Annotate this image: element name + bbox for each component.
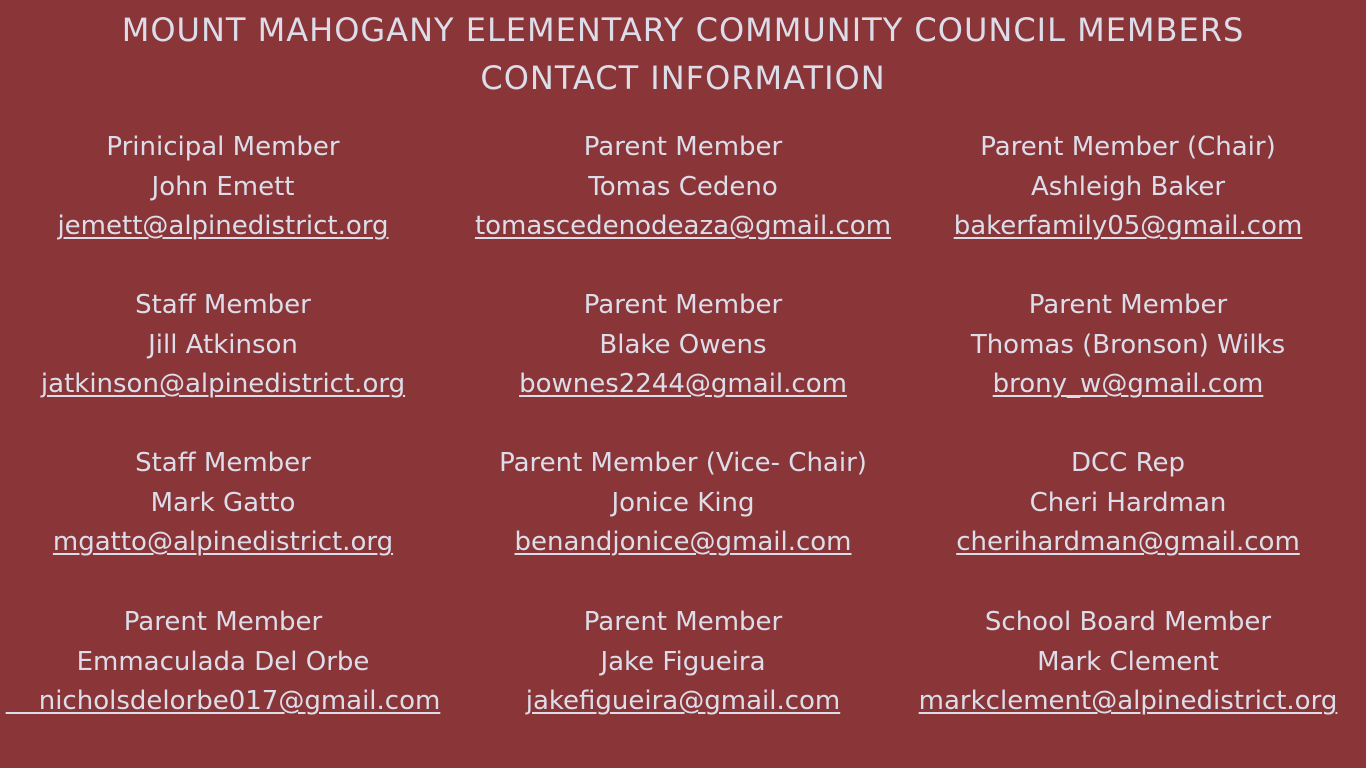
member-name: Ashleigh Baker bbox=[1030, 171, 1226, 202]
member-name: Jake Figueira bbox=[600, 646, 766, 677]
member-role: Parent Member bbox=[583, 290, 783, 320]
member-card bbox=[466, 128, 900, 247]
member-card bbox=[0, 603, 446, 722]
member-card bbox=[908, 128, 1348, 247]
member-email-link[interactable]: jakefigueira@gmail.com bbox=[525, 686, 841, 716]
member-role: School Board Member bbox=[984, 607, 1272, 637]
member-name: Mark Clement bbox=[1037, 646, 1219, 677]
member-email-link[interactable]: cherihardman@gmail.com bbox=[956, 527, 1300, 557]
member-role: DCC Rep bbox=[1071, 448, 1185, 478]
member-role: Prinicipal Member bbox=[106, 132, 340, 162]
member-role: Parent Member (Chair) bbox=[980, 132, 1276, 162]
member-role: Parent Member bbox=[583, 607, 783, 637]
member-role: Parent Member bbox=[123, 607, 323, 637]
member-card bbox=[908, 603, 1348, 722]
page-title-line-2: CONTACT INFORMATION bbox=[480, 59, 886, 97]
member-name: John Emett bbox=[151, 171, 295, 202]
member-name: Tomas Cedeno bbox=[588, 171, 778, 202]
member-email-link[interactable]: mgatto@alpinedistrict.org bbox=[52, 527, 394, 557]
member-email-link[interactable]: bownes2244@gmail.com bbox=[519, 369, 847, 399]
member-role: Parent Member (Vice- Chair) bbox=[499, 448, 867, 478]
member-email-link[interactable]: tomascedenodeaza@gmail.com bbox=[474, 211, 892, 241]
member-card bbox=[466, 603, 900, 722]
member-card bbox=[908, 444, 1348, 563]
member-name: Jill Atkinson bbox=[148, 329, 298, 360]
member-card bbox=[0, 128, 446, 247]
member-email-link[interactable]: benandjonice@gmail.com bbox=[514, 527, 852, 557]
page-title-line-1: MOUNT MAHOGANY ELEMENTARY COMMUNITY COUNCIL MEMBERS bbox=[121, 11, 1245, 49]
member-card bbox=[466, 286, 900, 405]
member-name: Emmaculada Del Orbe bbox=[76, 646, 370, 677]
member-role: Parent Member bbox=[1028, 290, 1228, 320]
member-email-link[interactable]: bakerfamily05@gmail.com bbox=[953, 211, 1303, 241]
member-role: Parent Member bbox=[583, 132, 783, 162]
member-card bbox=[0, 444, 446, 563]
member-name: Cheri Hardman bbox=[1029, 487, 1227, 518]
member-email-link[interactable]: markclement@alpinedistrict.org bbox=[918, 686, 1338, 716]
member-card bbox=[466, 444, 900, 563]
member-email-link[interactable]: jemett@alpinedistrict.org bbox=[57, 211, 389, 241]
member-role: Staff Member bbox=[135, 290, 311, 320]
member-email-link[interactable]: brony_w@gmail.com bbox=[992, 369, 1264, 399]
member-name: Thomas (Bronson) Wilks bbox=[970, 329, 1286, 360]
member-email-link[interactable]: nicholsdelorbe017@gmail.com bbox=[5, 686, 441, 716]
member-card bbox=[908, 286, 1348, 405]
member-role: Staff Member bbox=[135, 448, 311, 478]
member-card bbox=[0, 286, 446, 405]
member-name: Blake Owens bbox=[599, 329, 767, 360]
member-name: Mark Gatto bbox=[150, 487, 296, 518]
member-email-link[interactable]: jatkinson@alpinedistrict.org bbox=[40, 369, 406, 399]
page-title bbox=[0, 6, 1366, 102]
member-name: Jonice King bbox=[611, 487, 755, 518]
